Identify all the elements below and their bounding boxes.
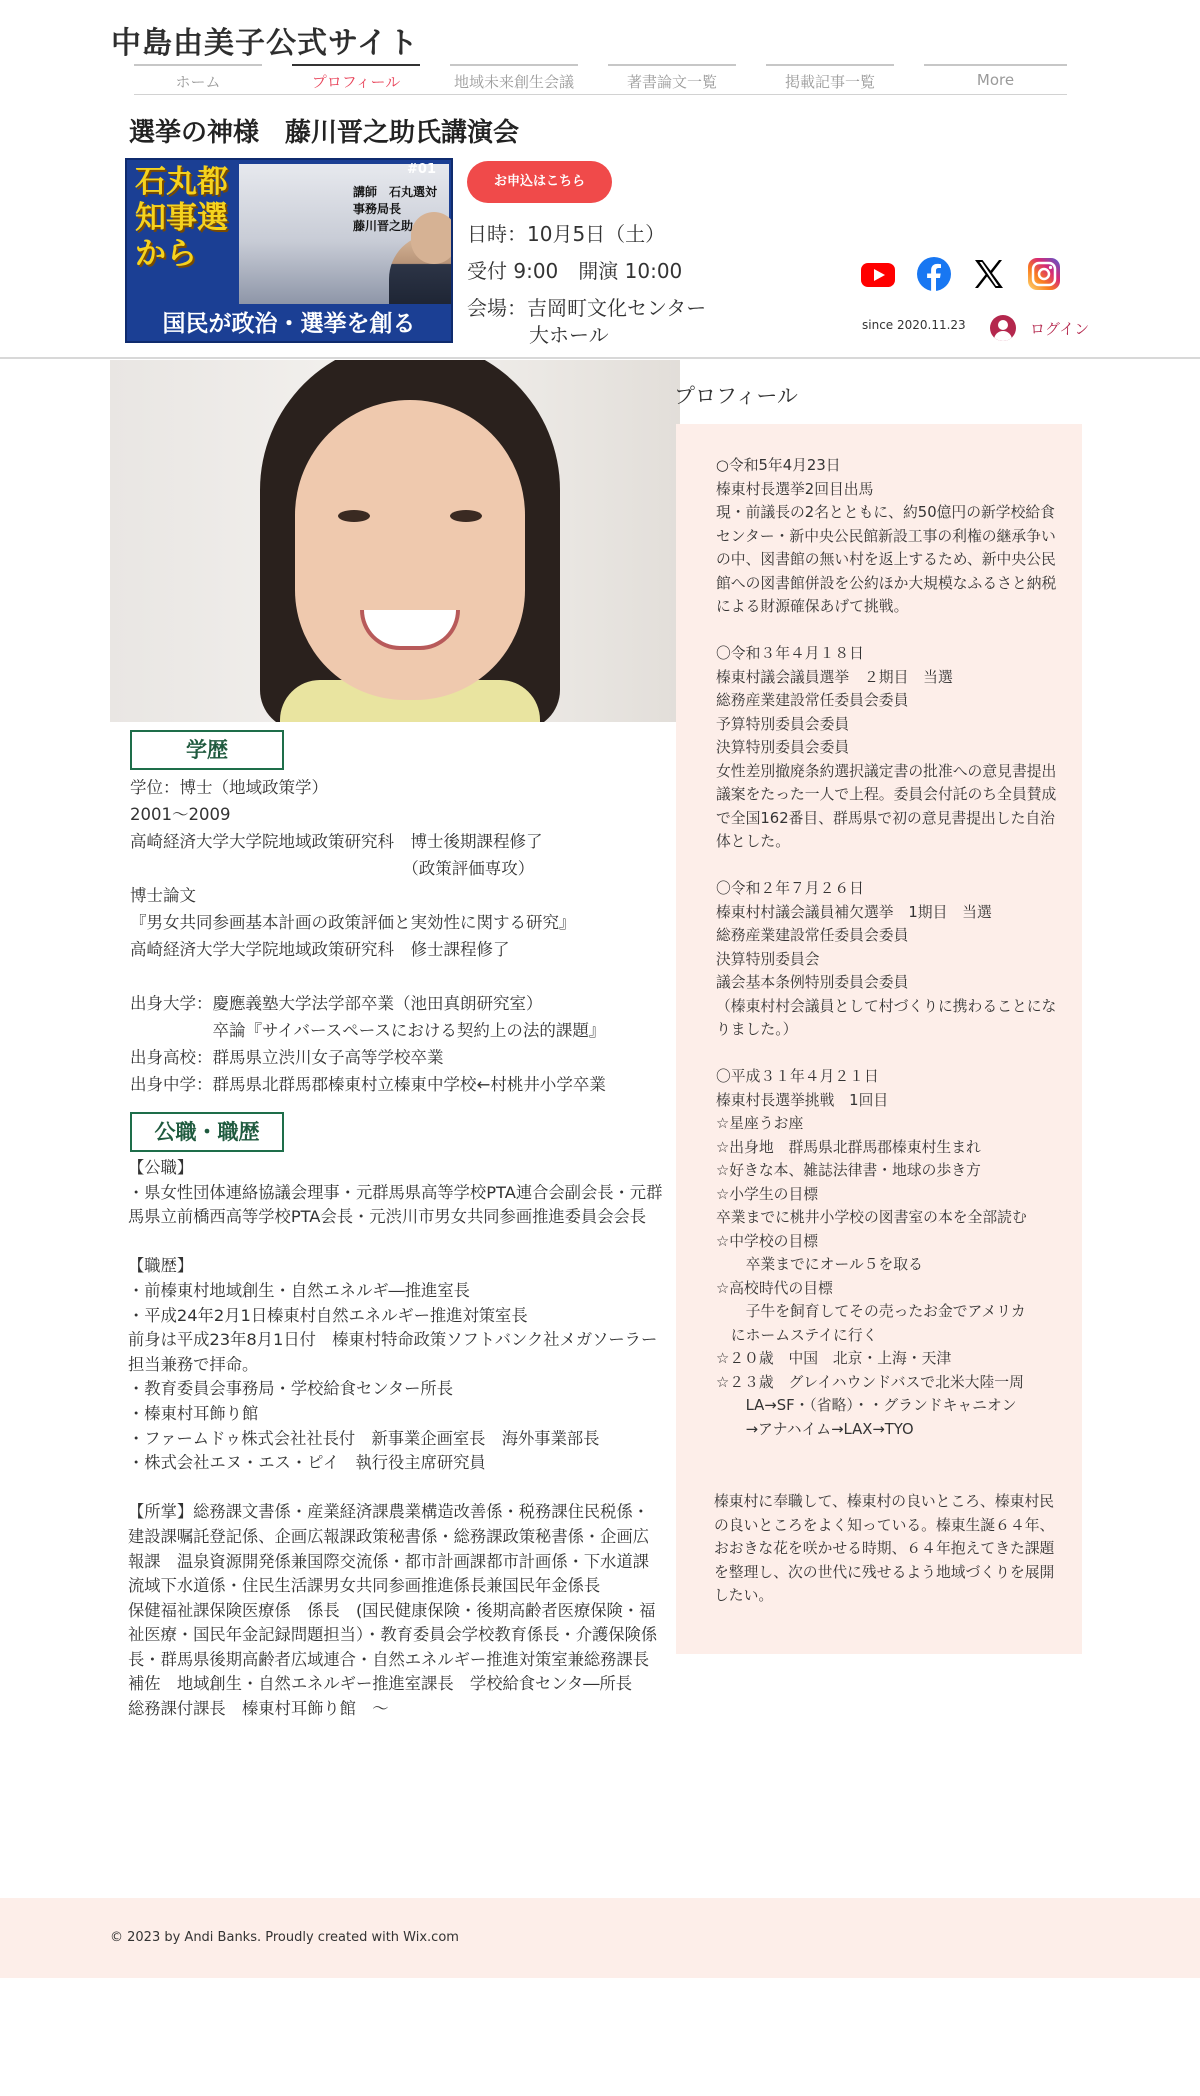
nav-tab-publications[interactable]: 著書論文一覧 — [608, 64, 736, 94]
apply-button[interactable]: お申込はこちら — [467, 161, 612, 203]
footer-credit: © 2023 by Andi Banks. Proudly created with Wix.com — [110, 1930, 459, 1945]
event-time: 受付 9:00 開演 10:00 — [467, 259, 683, 283]
banner-speaker-text: 講師 石丸選対 事務局長 藤川晋之助 — [353, 185, 438, 233]
profile-text: ○令和5年4月23日 榛東村長選挙2回目出馬 現・前議長の2名とともに、約50億円の新学校給食センター・新中央公民館新設工事の利権の継承争いの中、図書館の無い村を返上するため、新中央公民館への図書館併設を公約ほか大規模なふるさと納税による財源確保あげて挑戦。 〇令和３年４月１８日 榛東村議会議員選挙 ２期目 当選 総務産業建設常任委員会委員 予算特別委員会委員 決算特別委員会委員 女性差別撤廃条約選択議定書の批准への意見書提出議案をたった一人で上程。委員会付託のち全員賛成で全国162番目、群馬県で初の意見書提出した自治体とした。 〇令和２年７月２６日 榛東村村議会議員補欠選挙 1期目 当選 総務産業建設常任委員会委員 決算特別委員会 議会基本条例特別委員会委員 （榛東村村会議員として村づくりに携わることになりました。） 〇平成３１年４月２１日 榛東村長選挙挑戦 1回目 ☆星座うお座 ☆出身地 群馬県北群馬郡榛東村生まれ ☆好きな本、雑誌法律書・地球の歩き方 ☆小学生の目標 卒業までに桃井小学校の図書室の本を全部読む ☆中学校の目標 卒業までにオール５を取る ☆高校時代の目標 子牛を飼育してその売ったお金でアメリカ にホームステイに行く ☆２０歳 中国 北京・上海・天津 ☆２３歳 グレイハウンドバスで北米大陸一周 LA→SF・（省略）・・グランドキャニオン →アナハイム→LAX→TYO — [716, 457, 1057, 1438]
nav-tab-articles[interactable]: 掲載記事一覧 — [766, 64, 894, 94]
portrait-photo — [110, 360, 680, 722]
event-banner[interactable] — [125, 158, 453, 343]
career-text: 【公職】 ・県女性団体連絡協議会理事・元群馬県高等学校PTA連合会副会長・元群馬県立前橋西高等学校PTA会長・元渋川市男女共同参画推進委員会会長 【職歴】 ・前榛東村地域創生・自然エネルギ―推進室長 ・平成24年2月1日榛東村自然エネルギー推進対策室長 前身は平成23年8月1日付 榛東村特命政策ソフトバンク社メガソーラー担当兼務で拝命。 ・教育委員会事務局・学校給食センター所長 ・榛東村耳飾り館 ・ファームドゥ株式会社社長付 新事業企画室長 海外事業部長 ・株式会社エヌ・エス・ピイ 執行役主席研究員 【所掌】総務課文書係・産業経済課農業構造改善係・税務課住民税係・建設課嘱託登記係、企画広報課政策秘書係・総務課政策秘書係・企画広報課 温泉資源開発係兼国際交流係・都市計画課都市計画係・下水道課流域下水道係・住民生活課男女共同参画推進係長兼国民年金係長 保健福祉課保険医療係 係長 (国民健康保険・後期高齢者医療保険・福祉医療・国民年金記録問題担当）・教育委員会学校教育係長・介護保険係長・群馬県後期高齢者広域連合・自然エネルギー推進対策室兼総務課長補佐 地域創生・自然エネルギー推進室課長 学校給食センタ―所長 総務課付課長 榛東村耳飾り館 ～ — [128, 1158, 663, 1719]
nav-tab-profile[interactable]: プロフィール — [292, 64, 420, 94]
profile-panel — [676, 424, 1082, 1654]
education-heading: 学歴 — [130, 730, 284, 770]
facebook-icon[interactable] — [916, 256, 952, 292]
event-date: 日時：10月5日（土） — [467, 222, 666, 246]
event-venue: 会場：吉岡町文化センター — [467, 296, 707, 320]
instagram-icon[interactable] — [1026, 256, 1062, 292]
event-venue-hall: 大ホール — [529, 323, 609, 347]
banner-headline: 石丸都知事選から — [135, 164, 228, 272]
profile-closing: 榛東村に奉職して、榛東村の良いところ、榛東村民の良いところをよく知っている。榛東生誕６４年、おおきな花を咲かせる時期、６４年抱えてきた課題を整理し、次の世代に残せるよう地域づくりを展開したい。 — [714, 1493, 1055, 1604]
site-title[interactable]: 中島由美子公式サイト — [111, 26, 419, 61]
user-avatar-icon[interactable] — [990, 315, 1016, 341]
login-link[interactable]: ログイン — [1030, 320, 1090, 338]
nav-tab-home[interactable]: ホーム — [134, 64, 262, 94]
nav-tab-regional-future[interactable]: 地域未来創生会議 — [450, 64, 578, 94]
header-divider — [0, 357, 1200, 359]
nav-tab-more[interactable]: More — [924, 64, 1067, 94]
event-info — [467, 216, 706, 347]
banner-slogan: 国民が政治・選挙を創る — [127, 304, 451, 343]
footer — [0, 1898, 1200, 1978]
career-heading: 公職・職歴 — [130, 1112, 284, 1152]
youtube-icon[interactable] — [860, 256, 896, 292]
education-text: 学位：博士（地域政策学） 2001～2009 高崎経済大学大学院地域政策研究科 博士後期課程修了 （政策評価専攻） 博士論文 『男女共同参画基本計画の政策評価と実効性に関する研究』 高崎経済大学大学院地域政策研究科 修士課程修了 出身大学：慶應義塾大学法学部卒業（池田真朗研究室） 卒論『サイバースペースにおける契約上の法的課題』 出身高校：群馬県立渋川女子高等学校卒業 出身中学：群馬県北群馬郡榛東村立榛東中学校←村桃井小学卒業 — [130, 778, 606, 1094]
banner-number: #01 — [407, 162, 436, 177]
profile-heading: プロフィール — [674, 384, 798, 408]
since-date: since 2020.11.23 — [862, 318, 966, 332]
nav-divider — [134, 94, 1067, 95]
event-title: 選挙の神様 藤川晋之助氏講演会 — [129, 118, 520, 148]
x-icon[interactable] — [971, 256, 1007, 292]
